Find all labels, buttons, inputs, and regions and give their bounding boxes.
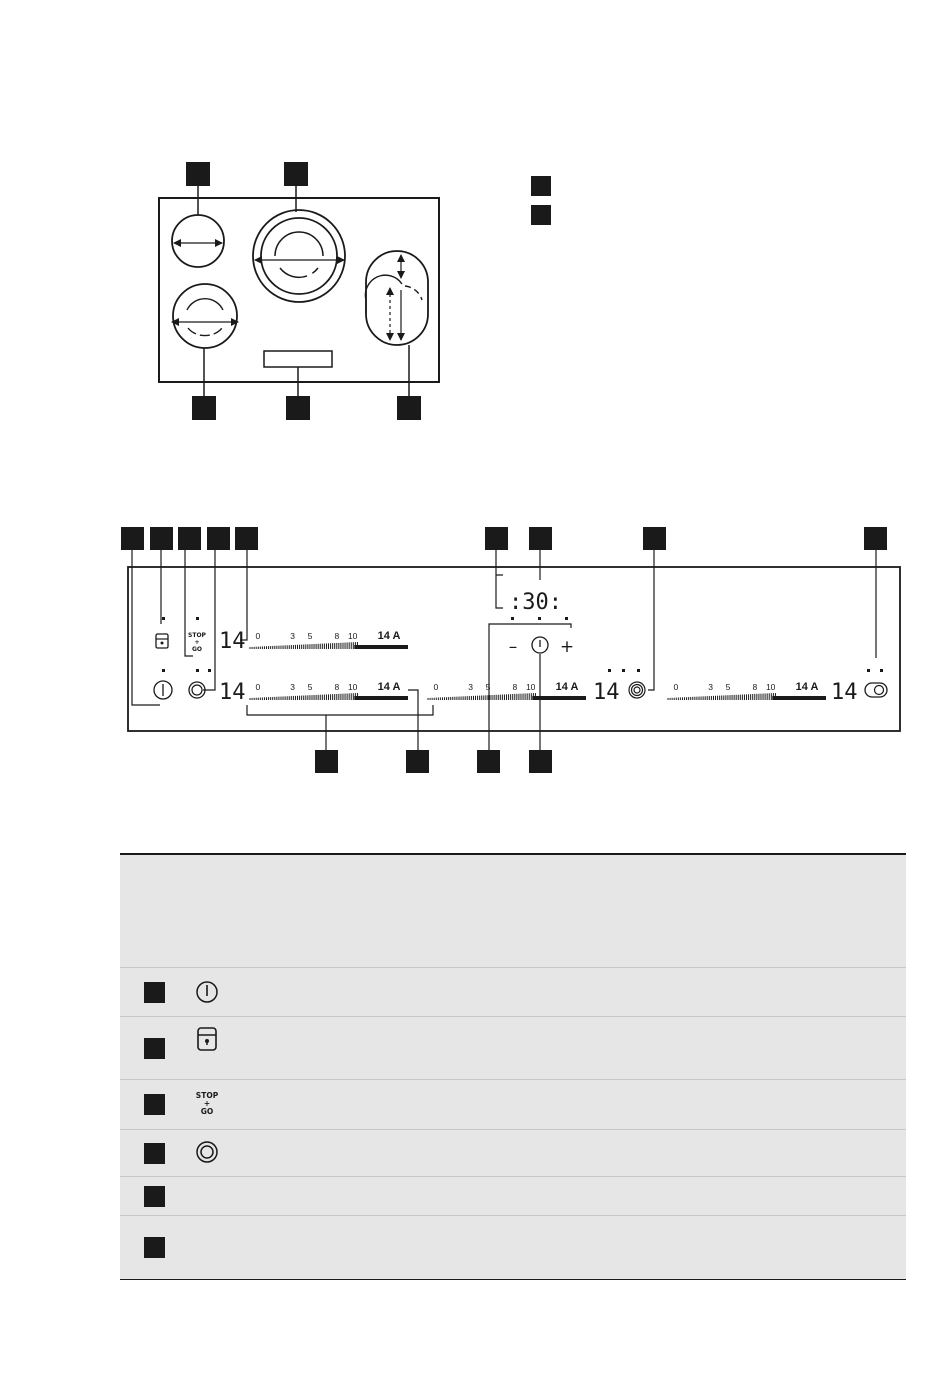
row-marker	[144, 1186, 165, 1207]
scale-label: 14 A	[377, 681, 401, 693]
callout-marker	[864, 527, 887, 550]
scale-label: 10	[347, 631, 358, 641]
scale-label: 5	[307, 631, 313, 641]
power-display-zone2: 14	[219, 680, 246, 705]
scale-label: 8	[752, 682, 758, 692]
callout-marker	[235, 527, 258, 550]
callout-marker	[121, 527, 144, 550]
scale-label: 0	[255, 631, 261, 641]
scale-label: 5	[485, 682, 491, 692]
control-panel-table	[120, 853, 906, 1280]
scale-label: 8	[334, 682, 340, 692]
callout-marker	[397, 396, 421, 420]
scale-label: 14 A	[555, 681, 579, 693]
callout-marker	[178, 527, 201, 550]
scale-label: 10	[347, 682, 358, 692]
table-row	[120, 1017, 906, 1080]
on-off-icon	[193, 978, 221, 1006]
stop-go-text-1: STOP	[195, 1091, 219, 1100]
timer-minus-button[interactable]: –	[508, 637, 518, 657]
timer-plus-button[interactable]: +	[559, 637, 575, 657]
row-marker	[144, 982, 165, 1003]
cooking-surface-layout	[159, 162, 551, 420]
stop-go-text-2: +	[203, 1099, 211, 1108]
callout-marker	[207, 527, 230, 550]
row-marker	[144, 1237, 165, 1258]
callout-marker	[192, 396, 216, 420]
callout-marker	[286, 396, 310, 420]
table-row	[120, 1216, 906, 1279]
scale-label: 0	[673, 682, 679, 692]
scale-label: 3	[708, 682, 714, 692]
scale-label: 5	[307, 682, 313, 692]
scale-label: 8	[334, 631, 340, 641]
scale-label: 8	[512, 682, 518, 692]
scale-label: 0	[433, 682, 439, 692]
scale-label: 10	[525, 682, 536, 692]
scale-label: 14 A	[795, 681, 819, 693]
callout-marker	[485, 527, 508, 550]
stop-go-icon	[193, 1090, 221, 1118]
stop-go-text-3: GO	[200, 1107, 214, 1116]
power-display-zone1: 14	[219, 629, 246, 654]
scale-label: 3	[290, 682, 296, 692]
stop-go-line3: GO	[191, 646, 203, 653]
stop-go-line1: STOP	[188, 632, 206, 639]
row-marker	[144, 1094, 165, 1115]
legend-marker	[531, 176, 551, 196]
table-row	[120, 1177, 906, 1216]
table-row	[120, 1130, 906, 1177]
table-row	[120, 1080, 906, 1130]
callout-marker	[186, 162, 210, 186]
scale-label: 3	[290, 631, 296, 641]
timer-display: :30:	[509, 590, 562, 615]
callout-marker	[406, 750, 429, 773]
dual-ring-icon	[193, 1138, 221, 1166]
table-row	[120, 968, 906, 1017]
callout-marker	[477, 750, 500, 773]
row-marker	[144, 1143, 165, 1164]
callout-marker	[643, 527, 666, 550]
scale-label: 3	[468, 682, 474, 692]
callout-marker	[529, 750, 552, 773]
legend-marker	[531, 205, 551, 225]
stop-go-line2: +	[194, 639, 200, 646]
row-marker	[144, 1038, 165, 1059]
power-display-zone3: 14	[593, 680, 620, 705]
control-panel-layout	[121, 527, 900, 773]
scale-label: 5	[725, 682, 731, 692]
power-display-zone4: 14	[831, 680, 858, 705]
scale-label: 0	[255, 682, 261, 692]
table-header	[120, 855, 906, 968]
callout-marker	[315, 750, 338, 773]
callout-marker	[284, 162, 308, 186]
scale-label: 10	[765, 682, 776, 692]
callout-marker	[529, 527, 552, 550]
scale-label: 14 A	[377, 630, 401, 642]
lock-icon	[193, 1025, 221, 1053]
callout-marker	[150, 527, 173, 550]
